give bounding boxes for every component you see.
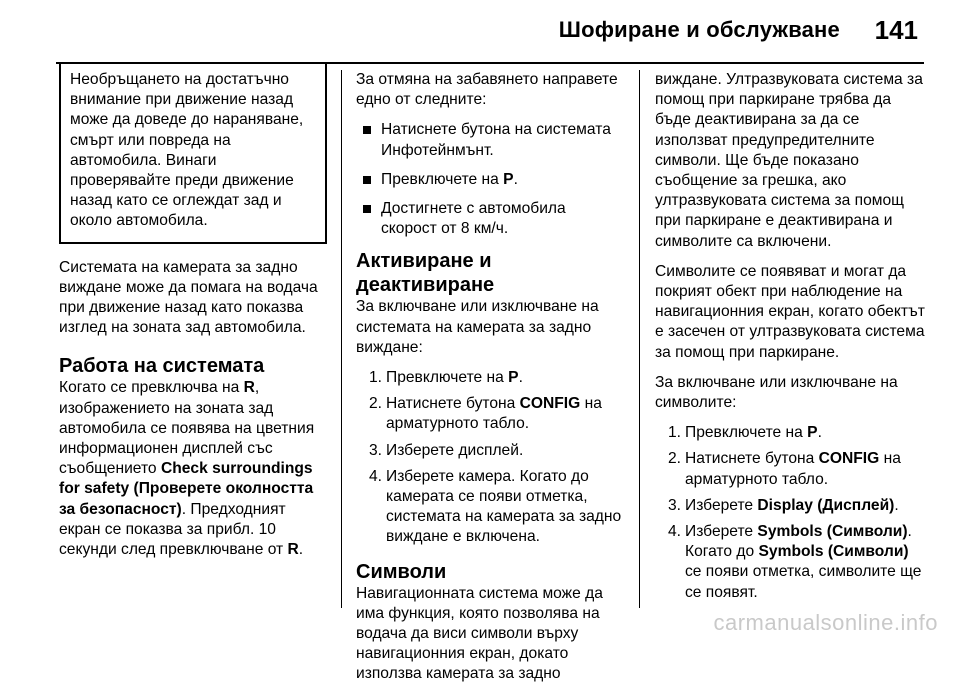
paragraph-text: виждане. Ултразвуковата система за помощ при паркиране трябва да бъде деактивирана за да се използват предупредителните символи. Ще бъде показано съобщение за грешка, ако ултразвуковата система за помощ при паркиране е деактивирана и символите са включени. bbox=[655, 71, 923, 250]
paragraph bbox=[59, 258, 327, 339]
section-heading: Активиране и деактивиране bbox=[356, 250, 495, 297]
numbered-list bbox=[356, 368, 624, 548]
warning-text: Необръщането на достатъчно внимание при движение назад може да доведе до нараняване, смърт или повреда на автомобила. Винаги проверявайте преди движение назад като се оглеждат зад и около автомобила. bbox=[70, 71, 304, 230]
gear-label: R bbox=[243, 379, 255, 397]
list-item: 3. Изберете Display (Дисплей). bbox=[668, 496, 899, 514]
list-item: 2. Натиснете бутона CONFIG на арматурното табло. bbox=[668, 450, 901, 488]
paragraph bbox=[356, 297, 624, 358]
column-divider bbox=[639, 70, 640, 608]
list-item: Превключете на P. bbox=[356, 170, 624, 190]
section-heading: Символи bbox=[356, 560, 447, 583]
gear-label: R bbox=[287, 541, 299, 559]
paragraph-text: Навигационната система може да има функция, която позволява на водача да виси символи върху навигационния екран, докато използва камерата за задно bbox=[356, 584, 603, 683]
list-item: 4. Изберете Symbols (Символи). Когато до Symbols (Символи) се появи отметка, символите ще се появят. bbox=[668, 523, 922, 601]
section-heading: Работа на системата bbox=[59, 355, 265, 378]
numbered-list bbox=[655, 423, 927, 603]
paragraph-text: За включване или изключване на системата на камерата за задно виждане: bbox=[356, 298, 599, 356]
list-item: 2. Натиснете бутона CONFIG на арматурното табло. bbox=[369, 395, 602, 433]
list-item: 3. Изберете дисплей. bbox=[369, 441, 524, 459]
paragraph-text: За отмяна на забавянето направете едно от следните: bbox=[356, 71, 618, 109]
column-1 bbox=[59, 70, 327, 570]
list-item: Достигнете с автомобила скорост от 8 км/ч. bbox=[356, 199, 624, 239]
paragraph bbox=[356, 70, 624, 110]
message-label: Check surroundings for safety (Проверете околността за безопасност) bbox=[59, 460, 314, 518]
page-title: Шофиране и обслужване bbox=[558, 17, 840, 42]
paragraph-text: Системата на камерата за задно виждане може да помага на водача при движение назад като показва изглед на зоната зад автомобила. bbox=[59, 258, 318, 337]
text: . Предходният екран се показва за прибл. 10 секунди след превключване от bbox=[59, 500, 288, 559]
column-divider bbox=[341, 70, 342, 608]
text: . bbox=[298, 541, 304, 559]
paragraph-text: За включване или изключване на символите: bbox=[655, 373, 898, 412]
list-item: Натиснете бутона на системата Инфотейнмънт. bbox=[356, 120, 624, 160]
paragraph bbox=[356, 584, 624, 685]
watermark: carmanualsonline.info bbox=[713, 610, 938, 635]
text: Когато се превключва на bbox=[59, 379, 244, 397]
text: , изображението на зоната зад автомобила се появява на цветния информационен дисплей със съобщението bbox=[59, 379, 315, 478]
bullet-list bbox=[356, 120, 624, 239]
column-3 bbox=[655, 70, 927, 613]
paragraph bbox=[655, 70, 927, 252]
paragraph bbox=[59, 378, 327, 560]
paragraph bbox=[655, 373, 927, 413]
page-number: 141 bbox=[874, 15, 918, 45]
paragraph-text: Символите се появяват и могат да покрият обект при наблюдение на навигационния екран, когато обектът е засечен от ултразвуковата система за помощ при паркиране. bbox=[655, 262, 925, 361]
page-header bbox=[0, 0, 960, 58]
list-item: 1. Превключете на P. bbox=[668, 424, 822, 442]
warning-box bbox=[59, 64, 327, 244]
column-2 bbox=[356, 70, 624, 695]
paragraph bbox=[655, 262, 927, 363]
list-item: 4. Изберете камера. Когато до камерата се появи отметка, системата на камерата за задно виждане е включена. bbox=[369, 467, 622, 546]
list-item: 1. Превключете на P. bbox=[369, 369, 523, 387]
